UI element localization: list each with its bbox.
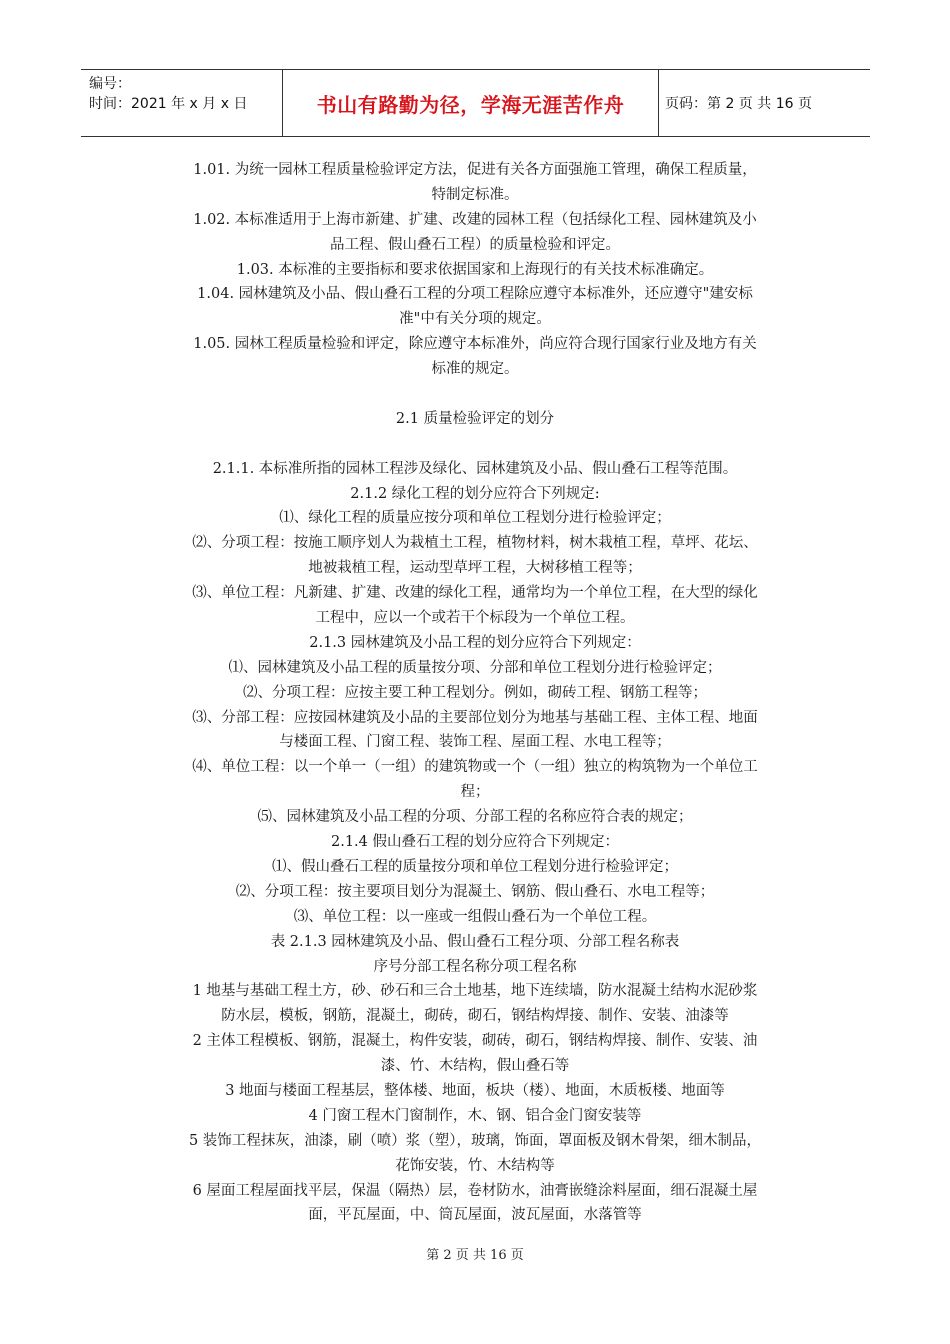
body-line: 1.03. 本标准的主要指标和要求依据国家和上海现行的有关技术标准确定。 <box>236 261 714 278</box>
body-line: 漆、竹、木结构，假山叠石等 <box>380 1058 570 1075</box>
body-line: ⑶、单位工程：以一座或一组假山叠石为一个单位工程。 <box>293 908 657 925</box>
body-line: ⑴、假山叠石工程的质量按分项和单位工程划分进行检验评定； <box>272 858 678 875</box>
body-line: 面，平瓦屋面，中、筒瓦屋面，波瓦屋面，水落管等 <box>308 1207 642 1224</box>
body-line: 2.1.3 园林建筑及小品工程的划分应符合下列规定： <box>309 634 641 651</box>
page-footer: 第 2 页 共 16 页 <box>426 1248 524 1263</box>
body-line: 6 屋面工程屋面找平层，保温（隔热）层，卷材防水，油膏嵌缝涂料屋面，细石混凝土屋 <box>192 1182 758 1199</box>
body-line: ⑵、分项工程：应按主要工种工程划分。例如，砌砖工程、钢筋工程等； <box>243 684 707 701</box>
time-label: 时间：2021 年 x 月 x 日 <box>89 96 248 112</box>
body-line: 4 门窗工程木门窗制作，木、钢、铝合金门窗安装等 <box>308 1107 642 1124</box>
body-line: 防水层，模板，钢筋，混凝土，砌砖，砌石，钢结构焊接、制作、安装、油漆等 <box>221 1008 729 1025</box>
body-line: 特制定标准。 <box>431 186 519 203</box>
body-line: 程； <box>460 784 490 801</box>
body-line: 1.04. 园林建筑及小品、假山叠石工程的分项工程除应遵守本标准外，还应遵守"建安标 <box>197 286 753 303</box>
body-line: 花饰安装，竹、木结构等 <box>395 1157 555 1174</box>
body-line: 2 主体工程模板、钢筋，混凝土，构件安装，砌砖，砌石，钢结构焊接、制作、安装、油 <box>192 1033 758 1050</box>
body-line: 2.1.1. 本标准所指的园林工程涉及绿化、园林建筑及小品、假山叠石工程等范围。 <box>212 460 738 477</box>
body-line: 1.01. 为统一园林工程质量检验评定方法，促进有关各方面强施工管理，确保工程质量， <box>193 162 757 178</box>
body-line: 1.02. 本标准适用于上海市新建、扩建、改建的园林工程（包括绿化工程、园林建筑及小 <box>193 211 757 228</box>
body-line: 3 地面与楼面工程基层，整体楼、地面，板块（楼）、地面，木质板楼、地面等 <box>225 1082 725 1099</box>
body-line: 地被栽植工程，运动型草坪工程，大树移植工程等； <box>308 560 642 577</box>
body-line: 1 地基与基础工程土方，砂、砂石和三合土地基，地下连续墙，防水混凝土结构水泥砂浆 <box>192 983 758 1000</box>
body-line: ⑵、分项工程：按施工顺序划人为栽植土工程，植物材料，树木栽植工程，草坪、花坛、 <box>192 535 758 552</box>
body-line: 准"中有关分项的规定。 <box>399 311 551 328</box>
number-label: 编号： <box>89 76 131 92</box>
header-page-info: 页码：第 2 页 共 16 页 <box>665 96 812 112</box>
body-line: ⑸、园林建筑及小品工程的分项、分部工程的名称应符合表的规定； <box>257 809 693 826</box>
body-line: 品工程、假山叠石工程）的质量检验和评定。 <box>330 236 620 253</box>
body-line: 工程中，应以一个或若干个标段为一个单位工程。 <box>315 610 635 627</box>
blank-line <box>118 432 832 457</box>
body-line: 与楼面工程、门窗工程、装饰工程、屋面工程、水电工程等； <box>279 734 671 751</box>
body-line: 2.1.4 假山叠石工程的划分应符合下列规定： <box>330 834 619 851</box>
document-body <box>118 158 832 1228</box>
body-line: 5 装饰工程抹灰，油漆，刷（喷）浆（塑），玻璃，饰面，罩面板及钢木骨架，细木制品， <box>188 1132 762 1149</box>
body-line: ⑷、单位工程：以一个单一（一组）的建筑物或一个（一组）独立的构筑物为一个单位工 <box>192 759 758 776</box>
body-line: 2.1 质量检验评定的划分 <box>395 410 555 427</box>
document-header <box>81 69 870 137</box>
body-line: ⑶、单位工程：凡新建、扩建、改建的绿化工程，通常均为一个单位工程，在大型的绿化 <box>192 585 758 602</box>
body-line: 序号分部工程名称分项工程名称 <box>373 958 577 975</box>
header-meta <box>81 70 283 136</box>
body-line: 1.05. 园林工程质量检验和评定，除应遵守本标准外，尚应符合现行国家行业及地方有关 <box>193 336 757 353</box>
body-line: ⑶、分部工程：应按园林建筑及小品的主要部位划分为地基与基础工程、主体工程、地面 <box>192 709 758 726</box>
blank-line <box>118 382 832 407</box>
header-motto: 书山有路勤为径，学海无涯苦作舟 <box>283 70 659 136</box>
body-line: ⑵、分项工程：按主要项目划分为混凝土、钢筋、假山叠石、水电工程等； <box>235 883 715 900</box>
body-line: ⑴、绿化工程的质量应按分项和单位工程划分进行检验评定； <box>279 510 671 527</box>
body-line: 标准的规定。 <box>431 361 519 378</box>
body-line: ⑴、园林建筑及小品工程的质量按分项、分部和单位工程划分进行检验评定； <box>228 659 722 676</box>
body-line: 2.1.2 绿化工程的划分应符合下列规定: <box>350 485 600 502</box>
body-line: 表 2.1.3 园林建筑及小品、假山叠石工程分项、分部工程名称表 <box>270 933 680 950</box>
